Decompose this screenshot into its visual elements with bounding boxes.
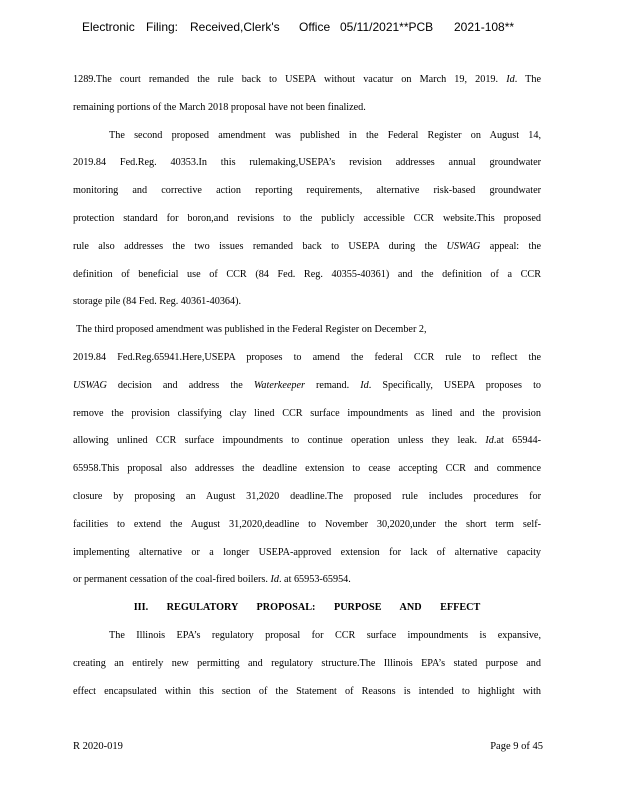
italic-citation: Waterkeeper: [253, 379, 305, 391]
text-line: [73, 350, 541, 378]
text-line: [73, 267, 541, 295]
text-run: storage pile (84 Fed. Reg. 40361-40364).: [73, 296, 242, 308]
text-run: III. REGULATORY PROPOSAL: PURPOSE AND EFFECT: [133, 602, 481, 614]
document-body: [73, 72, 541, 711]
text-line: [73, 128, 541, 156]
text-run: remand.: [304, 379, 361, 391]
text-line: [73, 545, 541, 573]
text-line: [73, 294, 541, 322]
text-run: facilities to extend the August 31,2020,deadline to November 30,2020,under the short term self-: [73, 518, 541, 530]
text-run: effect encapsulated within this section of the Statement of Reasons is intended to highlight with: [73, 685, 541, 697]
text-run: definition of beneficial use of CCR (84 Fed. Reg. 40355-40361) and the definition of a CCR: [73, 268, 541, 280]
footer-page-number: Page 9 of 45: [490, 741, 543, 752]
text-run: 65958.This proposal also addresses the deadline extension to cease accepting CCR and commence: [73, 463, 541, 475]
italic-citation: USWAG: [446, 240, 481, 252]
text-line: [73, 378, 541, 406]
text-run: decision and address the: [106, 379, 254, 391]
text-line: [73, 211, 541, 239]
footer-case-number: R 2020-019: [73, 741, 123, 752]
text-run: 2019.84 Fed.Reg. 40353.In this rulemaking,USEPA’s revision addresses annual groundwater: [73, 157, 541, 169]
text-run: creating an entirely new permitting and regulatory structure.The Illinois EPA’s stated purpose and: [73, 657, 541, 669]
text-line: [73, 183, 541, 211]
text-run: or permanent cessation of the coal-fired boilers.: [73, 574, 271, 586]
header-received: Received,Clerk's: [190, 20, 280, 34]
header-date: 05/11/2021**PCB: [340, 20, 434, 34]
text-run: monitoring and corrective action reporting requirements, alternative risk-based groundwater: [73, 185, 541, 197]
text-run: rule also addresses the two issues remanded back to USEPA during the: [73, 240, 447, 252]
text-line: [73, 406, 541, 434]
italic-citation: USWAG: [73, 379, 107, 391]
text-run: .at 65944-: [493, 435, 541, 447]
text-line: [73, 72, 541, 100]
text-line: [73, 322, 541, 350]
italic-citation: Id: [270, 574, 279, 586]
text-run: protection standard for boron,and revisions to the publicly accessible CCR website.This proposed: [73, 212, 541, 224]
text-line: [73, 239, 541, 267]
text-run: . at 65953-65954.: [278, 574, 351, 586]
text-run: . Specifically, USEPA proposes to: [368, 379, 541, 391]
text-run: appeal: the: [480, 240, 541, 252]
text-line: [73, 656, 541, 684]
section-heading: [73, 600, 541, 628]
header-filing: Filing:: [146, 20, 179, 34]
italic-citation: Id: [485, 435, 494, 447]
text-line: [73, 433, 541, 461]
text-run: The Illinois EPA’s regulatory proposal for CCR surface impoundments is expansive,: [109, 629, 541, 641]
text-run: allowing unlined CCR surface impoundments to continue operation unless they leak.: [73, 435, 486, 447]
text-line: [73, 100, 541, 128]
text-run: closure by proposing an August 31,2020 deadline.The proposed rule includes procedures for: [73, 490, 541, 502]
text-run: remaining portions of the March 2018 proposal have not been finalized.: [73, 101, 366, 113]
text-line: [73, 461, 541, 489]
text-run: . The: [514, 74, 542, 85]
italic-citation: Id: [506, 74, 515, 85]
text-line: [73, 572, 541, 600]
text-run: implementing alternative or a longer USEPA-approved extension for lack of alternative capacity: [73, 546, 541, 558]
text-run: 1289.The court remanded the rule back to USEPA without vacatur on March 19, 2019.: [73, 74, 507, 85]
text-run: The third proposed amendment was published in the Federal Register on December 2,: [76, 324, 427, 336]
text-run: 2019.84 Fed.Reg.65941.Here,USEPA proposes to amend the federal CCR rule to reflect the: [73, 351, 541, 363]
text-run: The second proposed amendment was published in the Federal Register on August 14,: [109, 129, 541, 141]
italic-citation: Id: [360, 379, 369, 391]
header-office: Office: [299, 20, 331, 34]
text-line: [73, 155, 541, 183]
text-line: [73, 628, 541, 656]
text-line: [73, 684, 541, 712]
text-line: [73, 517, 541, 545]
text-run: remove the provision classifying clay lined CCR surface impoundments as lined and the provision: [73, 407, 541, 419]
text-line: [73, 489, 541, 517]
header-docket: 2021-108**: [454, 20, 515, 34]
header-electronic: Electronic: [82, 20, 135, 34]
